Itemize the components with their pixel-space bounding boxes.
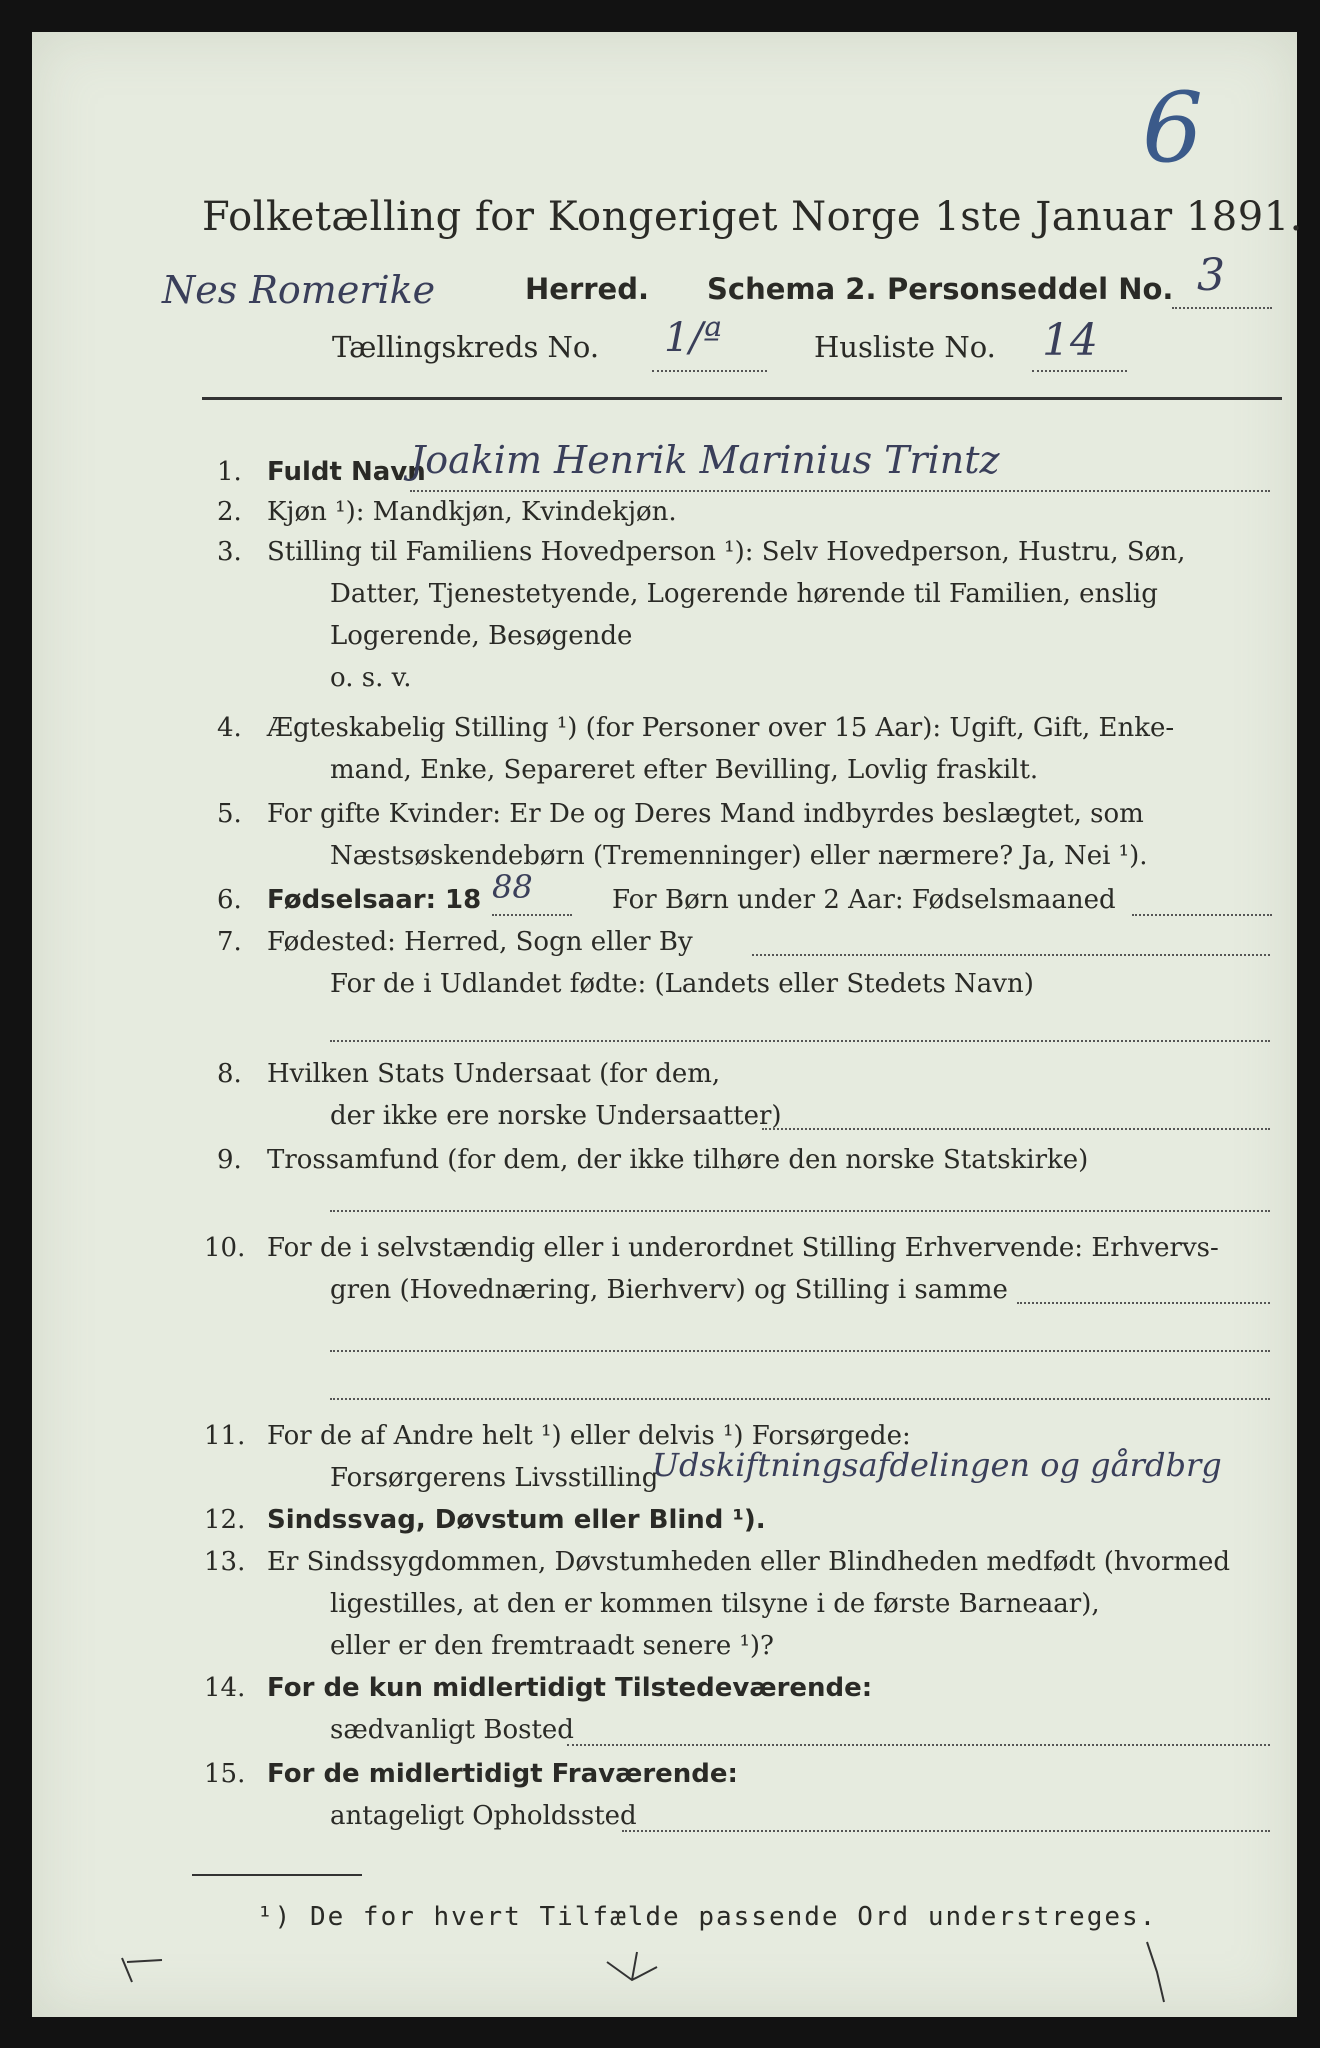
item-10-dots-1 bbox=[1017, 1302, 1270, 1304]
item-13-number: 13. bbox=[204, 1547, 246, 1577]
item-15-line-2: antageligt Opholdssted bbox=[330, 1801, 637, 1831]
item-8-number: 8. bbox=[217, 1059, 242, 1089]
item-9-dots bbox=[330, 1210, 1270, 1212]
item-7-dots-1 bbox=[752, 954, 1270, 956]
item-6-label: Fødselsaar: 18 bbox=[267, 885, 482, 915]
item-9-line-1: Trossamfund (for dem, der ikke tilhøre den norske Statskirke) bbox=[267, 1145, 1089, 1175]
husliste-value: 14 bbox=[1042, 315, 1098, 366]
item-7-number: 7. bbox=[217, 927, 242, 957]
item-1-number: 1. bbox=[217, 457, 242, 487]
item-7-dots-2 bbox=[330, 1040, 1270, 1042]
pencil-marks bbox=[32, 1922, 1297, 2017]
personseddel-value: 3 bbox=[1197, 250, 1225, 301]
item-11-number: 11. bbox=[204, 1421, 246, 1451]
herred-label: Herred. bbox=[525, 272, 649, 306]
husliste-label: Husliste No. bbox=[814, 330, 996, 364]
item-12-number: 12. bbox=[204, 1505, 246, 1535]
item-8-dots bbox=[762, 1128, 1270, 1130]
item-14-line-1: For de kun midlertidigt Tilstedeværende: bbox=[267, 1673, 873, 1703]
item-5-number: 5. bbox=[217, 799, 242, 829]
item-15-dots bbox=[622, 1830, 1270, 1832]
item-10-number: 10. bbox=[204, 1233, 246, 1263]
item-11-line-1: For de af Andre helt ¹) eller delvis ¹) Forsørgede: bbox=[267, 1421, 911, 1451]
herred-value: Nes Romerike bbox=[162, 268, 436, 312]
folio-number: 6 bbox=[1142, 72, 1204, 184]
census-form-page bbox=[32, 32, 1303, 2017]
item-10-line-1: For de i selvstændig eller i underordnet Stilling Erhvervende: Erhvervs- bbox=[267, 1233, 1219, 1263]
item-12-line-1: Sindssvag, Døvstum eller Blind ¹). bbox=[267, 1505, 766, 1535]
item-1-value: Joakim Henrik Marinius Trintz bbox=[410, 438, 1000, 482]
item-4-number: 4. bbox=[217, 713, 242, 743]
item-14-number: 14. bbox=[204, 1673, 246, 1703]
item-10-dots-2 bbox=[330, 1350, 1270, 1352]
item-15-line-1: For de midlertidigt Fraværende: bbox=[267, 1759, 738, 1789]
item-6-number: 6. bbox=[217, 885, 242, 915]
item-11-value: Udskiftningsafdelingen og gårdbrg bbox=[652, 1446, 1222, 1484]
item-9-number: 9. bbox=[217, 1145, 242, 1175]
item-2-number: 2. bbox=[217, 497, 242, 527]
schema-label: Schema 2. bbox=[707, 272, 877, 306]
item-5-line-2: Næstsøskendebørn (Tremenninger) eller nærmere? Ja, Nei ¹). bbox=[330, 841, 1148, 871]
item-3-number: 3. bbox=[217, 537, 242, 567]
item-3-line-1: Stilling til Familiens Hovedperson ¹): Selv Hovedperson, Hustru, Søn, bbox=[267, 537, 1186, 567]
item-15-number: 15. bbox=[204, 1759, 246, 1789]
item-10-dots-3 bbox=[330, 1398, 1270, 1400]
item-3-line-2: Datter, Tjenestetyende, Logerende hørende til Familien, enslig bbox=[330, 579, 1158, 609]
footnote-divider bbox=[192, 1874, 362, 1876]
pencil-mark-left bbox=[122, 1958, 162, 1982]
kreds-label: Tællingskreds No. bbox=[332, 330, 600, 364]
item-6-tail: For Børn under 2 Aar: Fødselsmaaned bbox=[612, 885, 1116, 915]
form-title: Folketælling for Kongeriget Norge 1ste Januar 1891. bbox=[202, 194, 1303, 240]
item-10-line-2: gren (Hovednæring, Bierhverv) og Stilling i samme bbox=[330, 1275, 1008, 1305]
item-6-year-dots bbox=[492, 914, 572, 916]
item-6-month-dots bbox=[1132, 914, 1272, 916]
item-8-line-1: Hvilken Stats Undersaat (for dem, bbox=[267, 1059, 721, 1089]
pencil-mark-right bbox=[1147, 1942, 1164, 2002]
item-13-line-3: eller er den fremtraadt senere ¹)? bbox=[330, 1631, 774, 1661]
personseddel-label: Personseddel No. bbox=[887, 272, 1174, 306]
item-13-line-2: ligestilles, at den er kommen tilsyne i de første Barneaar), bbox=[330, 1589, 1100, 1619]
item-13-line-1: Er Sindssygdommen, Døvstumheden eller Blindheden medfødt (hvormed bbox=[267, 1547, 1231, 1577]
header-divider bbox=[202, 397, 1282, 400]
item-14-dots bbox=[567, 1744, 1270, 1746]
item-2-text: Kjøn ¹): Mandkjøn, Kvindekjøn. bbox=[267, 497, 677, 527]
item-3-line-4: o. s. v. bbox=[330, 663, 412, 693]
footnote: ¹) De for hvert Tilfælde passende Ord understreges. bbox=[257, 1902, 1158, 1932]
item-5-line-1: For gifte Kvinder: Er De og Deres Mand indbyrdes beslægtet, som bbox=[267, 799, 1144, 829]
personseddel-dots bbox=[1172, 307, 1272, 309]
pencil-mark-center bbox=[607, 1952, 657, 1980]
item-11-line-2: Forsørgerens Livsstilling bbox=[330, 1463, 659, 1493]
item-8-line-2: der ikke ere norske Undersaatter) bbox=[330, 1101, 782, 1131]
kreds-dots bbox=[652, 370, 767, 372]
kreds-value: 1/ª bbox=[664, 315, 722, 361]
item-14-line-2: sædvanligt Bosted bbox=[330, 1715, 574, 1745]
item-7-line-1: Fødested: Herred, Sogn eller By bbox=[267, 927, 693, 957]
item-4-line-1: Ægteskabelig Stilling ¹) (for Personer over 15 Aar): Ugift, Gift, Enke- bbox=[267, 713, 1175, 743]
item-4-line-2: mand, Enke, Separeret efter Bevilling, Lovlig fraskilt. bbox=[330, 755, 1039, 785]
item-7-line-2: For de i Udlandet fødte: (Landets eller Stedets Navn) bbox=[330, 969, 1034, 999]
item-1-label: Fuldt Navn bbox=[267, 457, 426, 487]
husliste-dots bbox=[1032, 370, 1127, 372]
item-6-value: 88 bbox=[492, 868, 533, 906]
item-3-line-3: Logerende, Besøgende bbox=[330, 621, 633, 651]
